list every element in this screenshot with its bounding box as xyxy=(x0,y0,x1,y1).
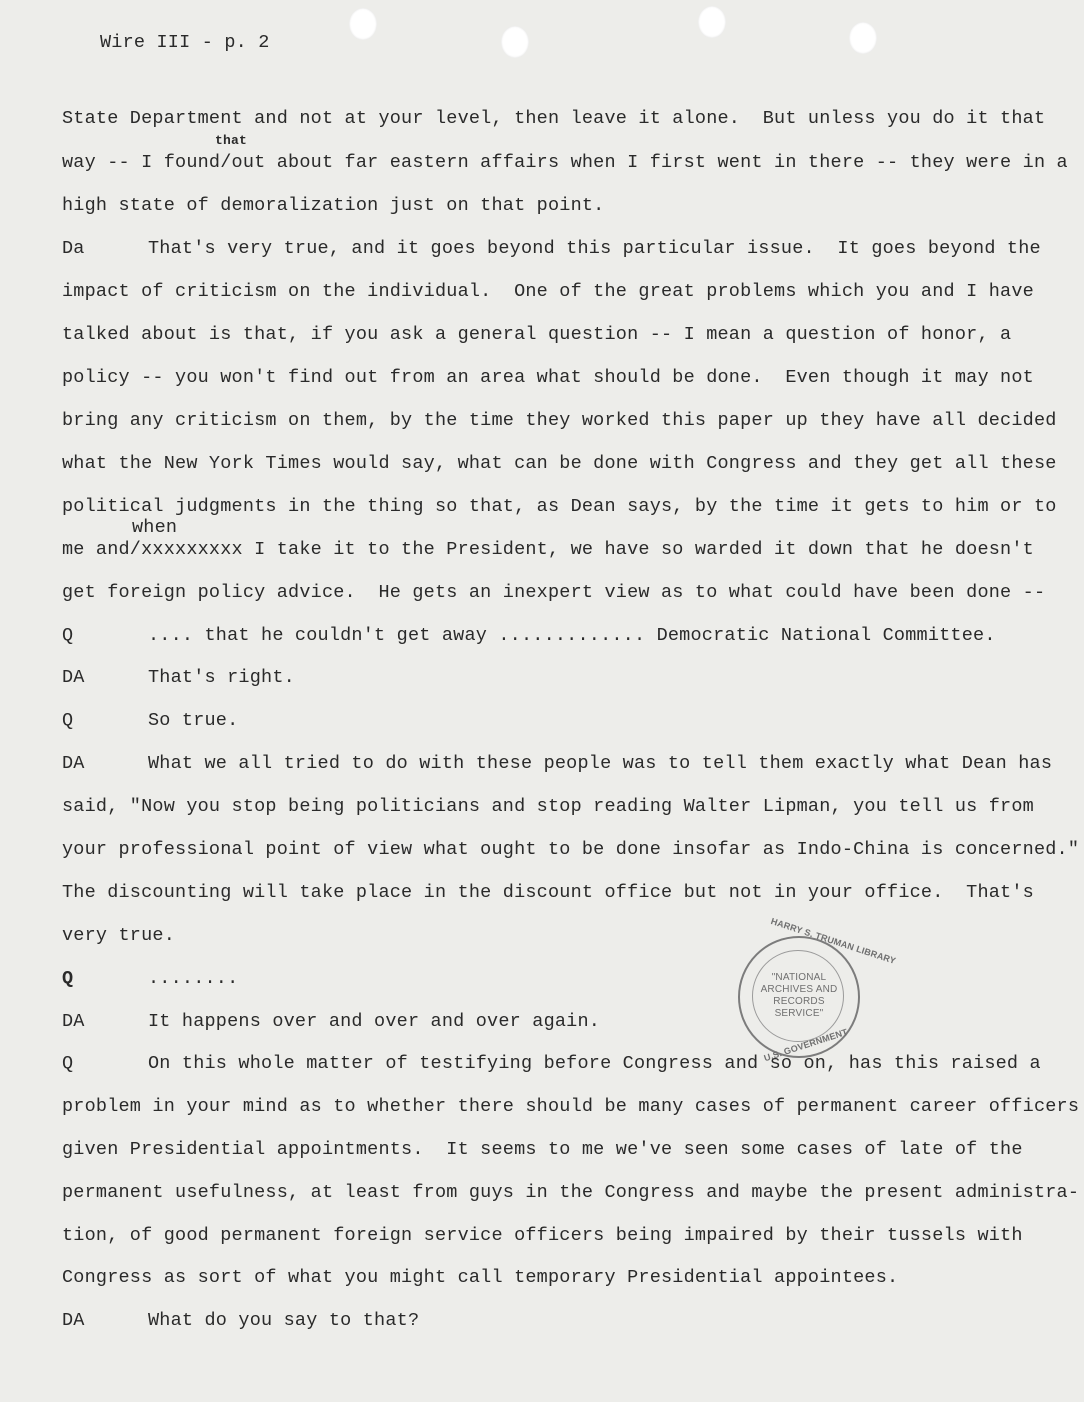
stamp-ring-top-text: HARRY S. TRUMAN LIBRARY xyxy=(769,916,898,966)
dialogue-text: It happens over and over and over again. xyxy=(148,1011,601,1032)
text-line: given Presidential appointments. It seems to me we've seen some cases of late of the xyxy=(62,1139,1023,1160)
text-line: said, "Now you stop being politicians and stop reading Walter Lipman, you tell us from xyxy=(62,796,1034,817)
dialogue-text: .... that he couldn't get away ............. Democratic National Committee. xyxy=(148,625,996,646)
text-line: bring any criticism on them, by the time they worked this paper up they have all decided xyxy=(62,410,1057,431)
speaker-label: Q xyxy=(62,1053,74,1074)
dialogue-text: On this whole matter of testifying before Congress and so on, has this raised a xyxy=(148,1053,1041,1074)
text-line: high state of demoralization just on that point. xyxy=(62,195,605,216)
stamp-text: SERVICE" xyxy=(774,1008,824,1019)
text-line: policy -- you won't find out from an area what should be done. Even though it may not xyxy=(62,367,1034,388)
text-line: me and/xxxxxxxxx I take it to the President, we have so warded it down that he doesn't xyxy=(62,539,1034,560)
speaker-label: DA xyxy=(62,753,85,774)
dialogue-text: ........ xyxy=(148,968,239,989)
speaker-label: DA xyxy=(62,1310,85,1331)
text-line: State Department and not at your level, then leave it alone. But unless you do it that xyxy=(62,108,1046,129)
dialogue-text: So true. xyxy=(148,710,239,731)
stamp-text: RECORDS xyxy=(773,996,825,1007)
dialogue-text: That's right. xyxy=(148,667,295,688)
handwritten-insert: that xyxy=(215,133,248,148)
dialogue-text: That's very true, and it goes beyond this particular issue. It goes beyond the xyxy=(148,238,1041,259)
punch-hole xyxy=(349,8,377,40)
text-line: way -- I found/out about far eastern affairs when I first went in there -- they were in a xyxy=(62,152,1068,173)
speaker-label: Q xyxy=(62,968,74,989)
stamp-text: ARCHIVES AND xyxy=(760,984,838,995)
punch-hole xyxy=(501,26,529,58)
text-line: your professional point of view what ought to be done insofar as Indo-China is concerned." xyxy=(62,839,1080,860)
archive-stamp xyxy=(738,916,898,1064)
speaker-label: Da xyxy=(62,238,85,259)
page-header: Wire III - p. 2 xyxy=(100,32,270,53)
text-line: very true. xyxy=(62,925,176,946)
stamp-text: "NATIONAL xyxy=(771,972,827,983)
speaker-label: DA xyxy=(62,1011,85,1032)
text-line: permanent usefulness, at least from guys in the Congress and maybe the present administra- xyxy=(62,1182,1080,1203)
text-line: talked about is that, if you ask a general question -- I mean a question of honor, a xyxy=(62,324,1012,345)
text-line: what the New York Times would say, what can be done with Congress and they get all these xyxy=(62,453,1057,474)
punch-hole xyxy=(698,6,726,38)
text-line: political judgments in the thing so that, as Dean says, by the time it gets to him or to xyxy=(62,496,1057,517)
text-line: impact of criticism on the individual. One of the great problems which you and I have xyxy=(62,281,1034,302)
text-line: problem in your mind as to whether there should be many cases of permanent career officers xyxy=(62,1096,1080,1117)
dialogue-text: What we all tried to do with these people was to tell them exactly what Dean has xyxy=(148,753,1053,774)
text-line: get foreign policy advice. He gets an inexpert view as to what could have been done -- xyxy=(62,582,1046,603)
stamp-ring-bottom-text: U.S. GOVERNMENT xyxy=(762,1026,849,1064)
handwritten-insert: when xyxy=(132,517,178,538)
speaker-label: Q xyxy=(62,625,74,646)
text-line: Congress as sort of what you might call temporary Presidential appointees. xyxy=(62,1267,899,1288)
speaker-label: DA xyxy=(62,667,85,688)
dialogue-text: What do you say to that? xyxy=(148,1310,420,1331)
text-line: tion, of good permanent foreign service officers being impaired by their tussels with xyxy=(62,1225,1023,1246)
text-line: The discounting will take place in the discount office but not in your office. That's xyxy=(62,882,1034,903)
punch-hole xyxy=(849,22,877,54)
speaker-label: Q xyxy=(62,710,74,731)
